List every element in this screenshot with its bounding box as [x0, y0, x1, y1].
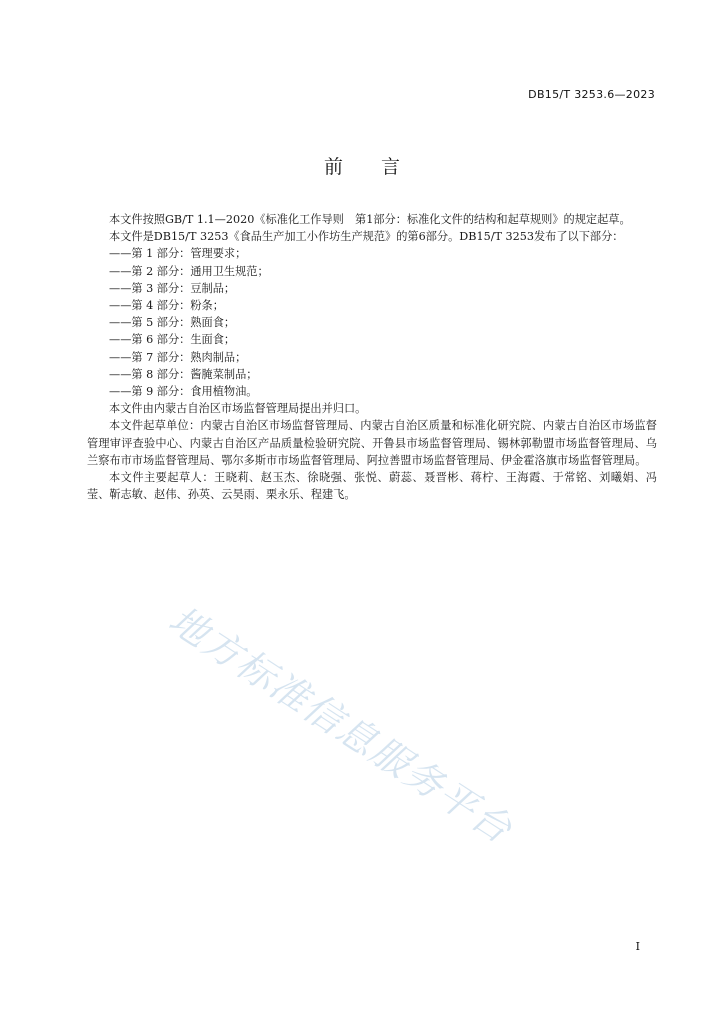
paragraph-drafters: 本文件主要起草人：王晓莉、赵玉杰、徐晓强、张悦、蔚蕊、聂晋彬、蒋柠、王海霞、于常铭、刘曦娟、冯莹、靳志敏、赵伟、孙英、云昊雨、栗永乐、程建飞。 [87, 471, 657, 502]
paragraph-drafting-basis: 本文件按照GB/T 1.1—2020《标准化工作导则 第1部分：标准化文件的结构和起草规则》的规定起草。 [109, 213, 631, 226]
title-char-1: 前 [323, 156, 343, 178]
foreword-body [87, 211, 657, 503]
paragraph-series-intro: 本文件是DB15/T 3253《食品生产加工小作坊生产规范》的第6部分。DB15/T 3253发布了以下部分： [109, 230, 624, 244]
list-item: ——第 6 部分：生面食； [109, 333, 236, 347]
page-number: I [635, 940, 640, 953]
paragraph-drafting-units: 本文件起草单位：内蒙古自治区市场监督管理局、内蒙古自治区质量和标准化研究院、内蒙古自治区市场监督管理审评查验中心、内蒙古自治区产品质量检验研究院、开鲁县市场监督管理局、锡林郭勒盟市场监督管理局、乌兰察布市市场监督管理局、鄂尔多斯市市场监督管理局、阿拉善盟市场监督管理局、伊金霍洛旗市场监督管理局。 [87, 419, 657, 467]
list-item: ——第 1 部分：管理要求； [109, 247, 247, 261]
paragraph-proposer: 本文件由内蒙古自治区市场监督管理局提出并归口。 [109, 402, 367, 416]
list-item: ——第 4 部分：粉条； [109, 299, 224, 313]
watermark: 地方标准信息服务平台 [161, 597, 521, 853]
page-title [0, 152, 724, 179]
list-item: ——第 2 部分：通用卫生规范； [109, 264, 269, 278]
list-item: ——第 5 部分：熟面食； [109, 316, 236, 330]
list-item: ——第 8 部分：酱腌菜制品； [109, 367, 258, 381]
document-code: DB15/T 3253.6—2023 [528, 88, 655, 101]
list-item: ——第 9 部分：食用植物油。 [109, 385, 258, 399]
list-item: ——第 3 部分：豆制品； [109, 281, 236, 295]
list-item: ——第 7 部分：熟肉制品； [109, 350, 247, 364]
title-char-2: 言 [381, 156, 401, 178]
